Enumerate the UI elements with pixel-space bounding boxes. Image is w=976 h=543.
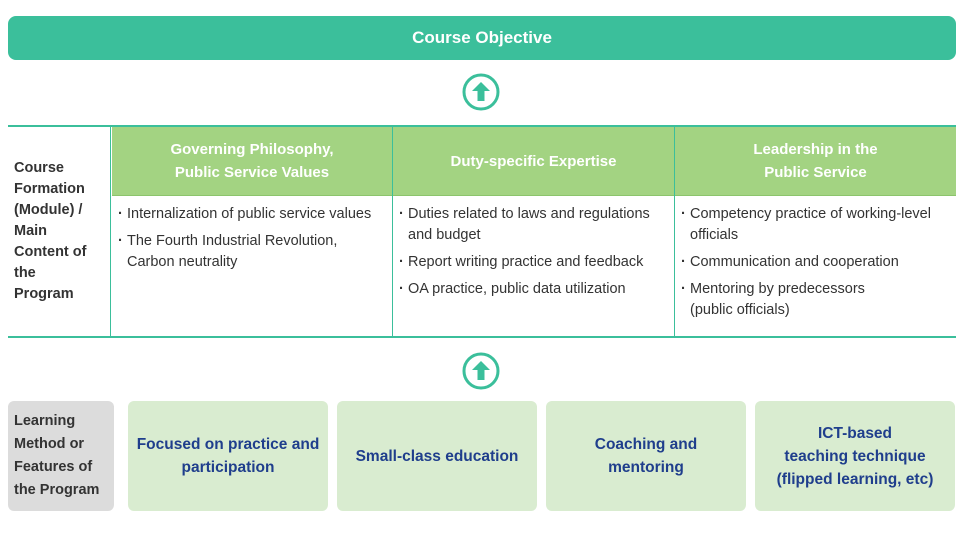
module-item: · Report writing practice and feedback	[399, 252, 668, 273]
feature-coaching-mentoring: Coaching and mentoring	[546, 401, 746, 511]
module-title: Leadership in the Public Service	[675, 127, 956, 196]
module-title: Duty-specific Expertise	[393, 127, 674, 196]
module-title: Governing Philosophy, Public Service Values	[112, 127, 392, 196]
module-item: · Internalization of public service values	[118, 204, 386, 225]
module-item: · The Fourth Industrial Revolution, Carbon neutrality	[118, 231, 386, 273]
feature-practice-participation: Focused on practice and participation	[128, 401, 328, 511]
arrow-up-circle-icon	[462, 352, 500, 390]
feature-small-class: Small-class education	[337, 401, 537, 511]
learning-method-label: Learning Method or Features of the Program	[8, 401, 114, 511]
module-column-philosophy	[112, 127, 392, 336]
module-item: · OA practice, public data utilization	[399, 279, 668, 300]
module-column-expertise	[393, 127, 674, 336]
module-item: · Mentoring by predecessors (public officials)	[681, 279, 950, 321]
module-item: · Communication and cooperation	[681, 252, 950, 273]
arrow-up-circle-icon	[462, 73, 500, 111]
course-formation-label: Course Formation (Module) / Main Content of the Program	[8, 127, 111, 336]
module-item: · Competency practice of working-level officials	[681, 204, 950, 246]
module-column-leadership	[675, 127, 956, 336]
module-item: · Duties related to laws and regulations and budget	[399, 204, 668, 246]
course-objective-banner	[8, 16, 956, 60]
course-objective-label: Course Objective	[412, 28, 552, 47]
feature-ict-teaching: ICT-based teaching technique (flipped learning, etc)	[755, 401, 955, 511]
